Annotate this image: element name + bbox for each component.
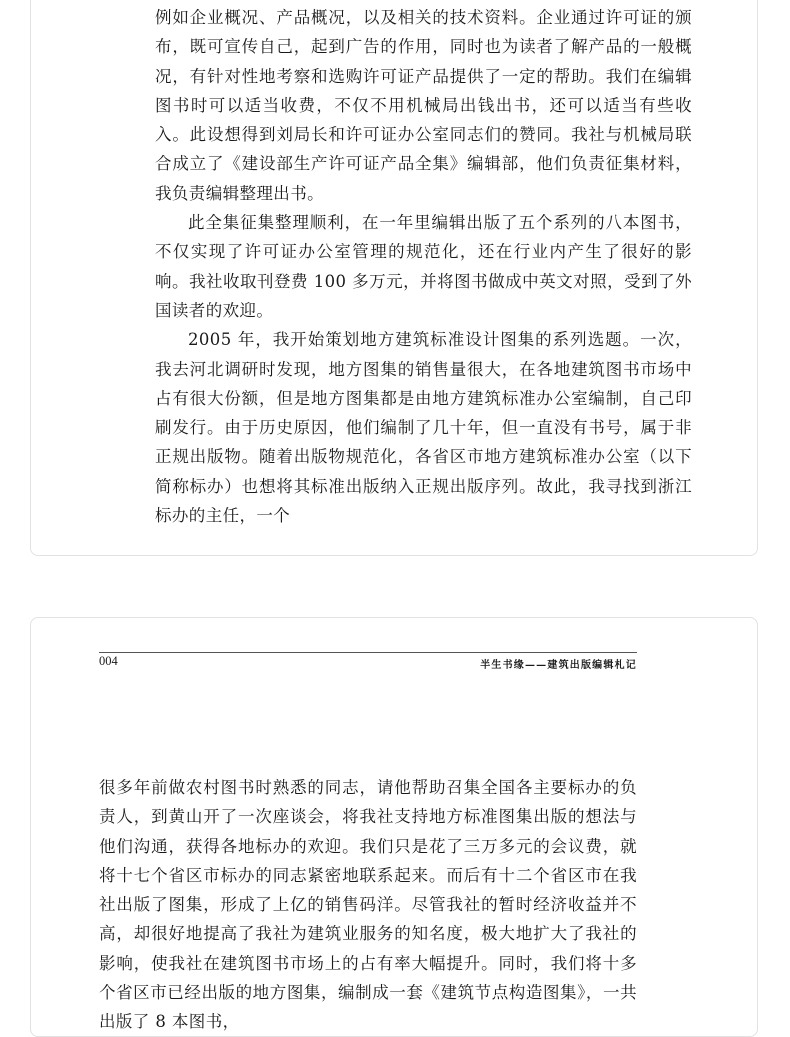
book-page-upper <box>30 0 758 556</box>
paragraph: 2005 年，我开始策划地方建筑标准设计图集的系列选题。一次，我去河北调研时发现，地方图集的销售量很大，在各地建筑图书市场中占有很大份额，但是地方图集都是由地方建筑标准办公室编制，自己印刷发行。由于历史原因，他们编制了几十年，但一直没有书号，属于非正规出版物。随着出版物规范化，各省区市地方建筑标准办公室（以下简称标办）也想将其标准出版纳入正规出版序列。故此，我寻找到浙江标办的主任，一个 <box>155 330 692 526</box>
paragraph: 例如企业概况、产品概况，以及相关的技术资料。企业通过许可证的颁布，既可宣传自己，起到广告的作用，同时也为读者了解产品的一般概况，有针对性地考察和选购许可证产品提供了一定的帮助。我们在编辑图书时可以适当收费，不仅不用机械局出钱出书，还可以适当有些收入。此设想得到刘局长和许可证办公室同志们的赞同。我社与机械局联合成立了《建设部生产许可证产品全集》编辑部，他们负责征集材料，我负责编辑整理出书。 <box>155 8 692 203</box>
page-body-text <box>99 773 637 1037</box>
page-number: 004 <box>99 654 118 668</box>
book-page-lower <box>30 617 758 1037</box>
paragraph: 此全集征集整理顺利，在一年里编辑出版了五个系列的八本图书，不仅实现了许可证办公室管理的规范化，还在行业内产生了很好的影响。我社收取刊登费 100 多万元，并将图书做成中英文对照，受到了外国读者的欢迎。 <box>155 213 692 320</box>
page-body-text <box>155 3 692 530</box>
running-header-title: 半生书缘——建筑出版编辑札记 <box>480 660 637 671</box>
running-header <box>99 652 637 673</box>
paragraph: 很多年前做农村图书时熟悉的同志，请他帮助召集全国各主要标办的负责人，到黄山开了一次座谈会，将我社支持地方标准图集出版的想法与他们沟通，获得各地标办的欢迎。我们只是花了三万多元的会议费，就将十七个省区市标办的同志紧密地联系起来。而后有十二个省区市在我社出版了图集，形成了上亿的销售码洋。尽管我社的暂时经济收益并不高，却很好地提高了我社为建筑业服务的知名度，极大地扩大了我社的影响，使我社在建筑图书市场上的占有率大幅提升。同时，我们将十多个省区市已经出版的地方图集，编制成一套《建筑节点构造图集》，一共出版了 8 本图书， <box>99 778 637 1032</box>
